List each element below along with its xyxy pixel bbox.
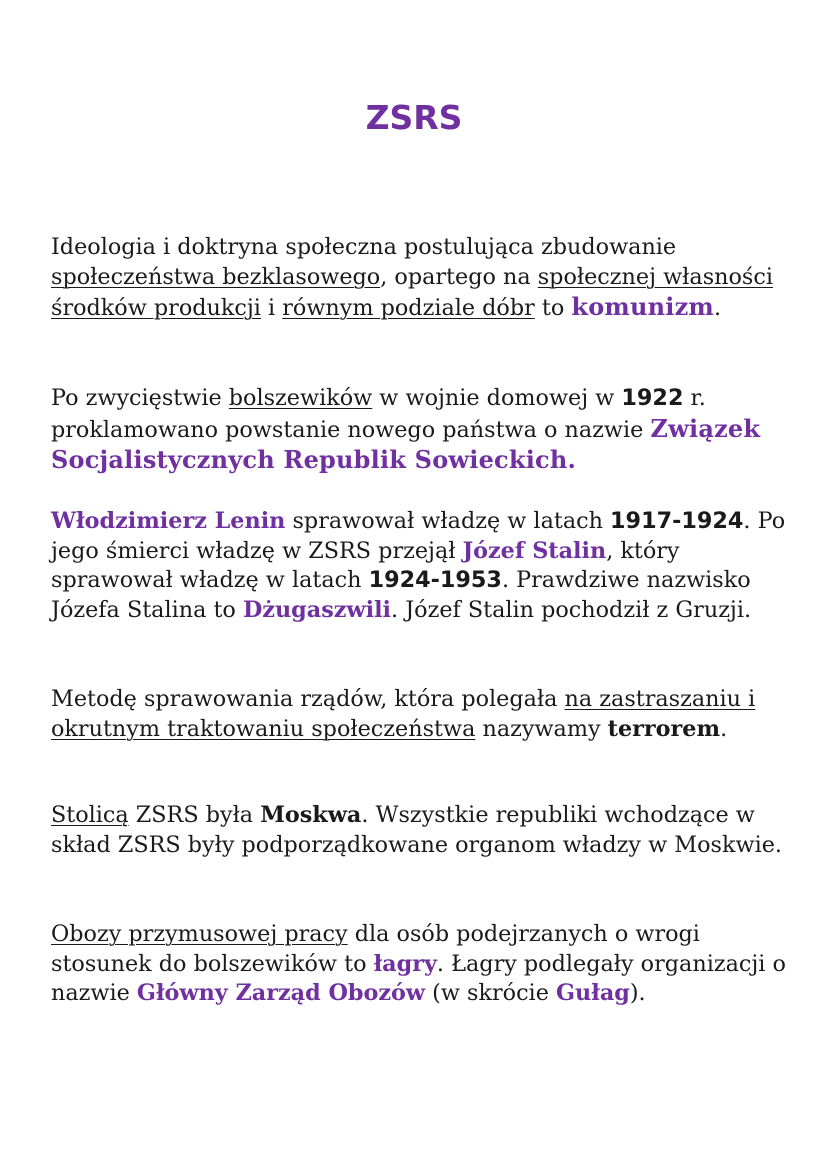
bold-years: 1924-1953 — [368, 567, 502, 593]
text: . — [714, 295, 722, 321]
text: nazywamy — [475, 715, 608, 742]
paragraph-leaders — [51, 507, 786, 625]
key-term: Związek Socjalistycznych Republik Sowieckich. — [51, 413, 761, 474]
paragraph-gulag — [51, 920, 786, 1009]
text: , który sprawował władzę w latach — [51, 537, 680, 593]
page-title: ZSRS — [365, 98, 463, 137]
text: (w skrócie — [425, 980, 556, 1006]
text: Ideologia i doktryna społeczna postulująca zbudowanie — [51, 234, 677, 260]
bold-term: Moskwa — [260, 802, 362, 828]
key-term: łagry — [373, 950, 437, 977]
text: Metodę sprawowania rządów, która polegała — [51, 686, 565, 712]
text: . Wszystkie republiki wchodzące w skład ZSRS były podporządkowane organom władzy w Moskwie. — [51, 802, 782, 858]
bold-term: terrorem — [607, 715, 721, 742]
underlined-term: społecznej własności środków produkcji — [51, 263, 773, 321]
underlined-term: społeczeństwa bezklasowego — [51, 263, 381, 290]
key-term: Główny Zarząd Obozów — [136, 980, 426, 1006]
underlined-term: Obozy przymusowej pracy — [51, 921, 348, 947]
text: . Łagry podlegały organizacji o nazwie — [51, 950, 786, 1006]
text: ZSRS była — [128, 802, 261, 828]
paragraph-ussr-founding — [51, 384, 786, 477]
text: ). — [629, 980, 646, 1006]
text: i — [260, 295, 283, 321]
text: Po zwycięstwie — [51, 385, 229, 411]
paragraph-terror — [51, 685, 786, 744]
key-term: Dżugaszwili — [242, 596, 392, 623]
text: . Prawdziwe nazwisko Józefa Stalina to — [51, 567, 751, 623]
text: sprawował władzę w latach — [285, 508, 611, 534]
key-term: Gułag — [555, 980, 630, 1006]
text: , opartego na — [380, 263, 538, 290]
text: . — [720, 715, 728, 742]
underlined-term: na zastraszaniu i okrutnym traktowaniu społeczeństwa — [51, 686, 756, 742]
paragraph-capital — [51, 801, 786, 860]
underlined-term: równym podziale dóbr — [282, 295, 535, 321]
text: r. proklamowano powstanie nowego państwa o nazwie — [51, 385, 706, 443]
text: . Józef Stalin pochodził z Gruzji. — [391, 596, 752, 623]
bold-years: 1917-1924 — [610, 508, 744, 534]
underlined-term: bolszewików — [228, 385, 373, 411]
text: dla osób podejrzanych o wrogi stosunek do bolszewików to — [51, 921, 700, 977]
text: to — [534, 295, 572, 321]
paragraph-communism — [51, 233, 786, 324]
underlined-term: Stolicą — [51, 802, 129, 828]
key-term: Włodzimierz Lenin — [51, 508, 286, 534]
text: . Po jego śmierci władzę w ZSRS przejął — [51, 508, 786, 564]
key-term: komunizm — [571, 292, 715, 321]
text: w wojnie domowej w — [372, 385, 622, 411]
key-term: Józef Stalin — [462, 537, 607, 564]
bold-year: 1922 — [621, 385, 684, 411]
